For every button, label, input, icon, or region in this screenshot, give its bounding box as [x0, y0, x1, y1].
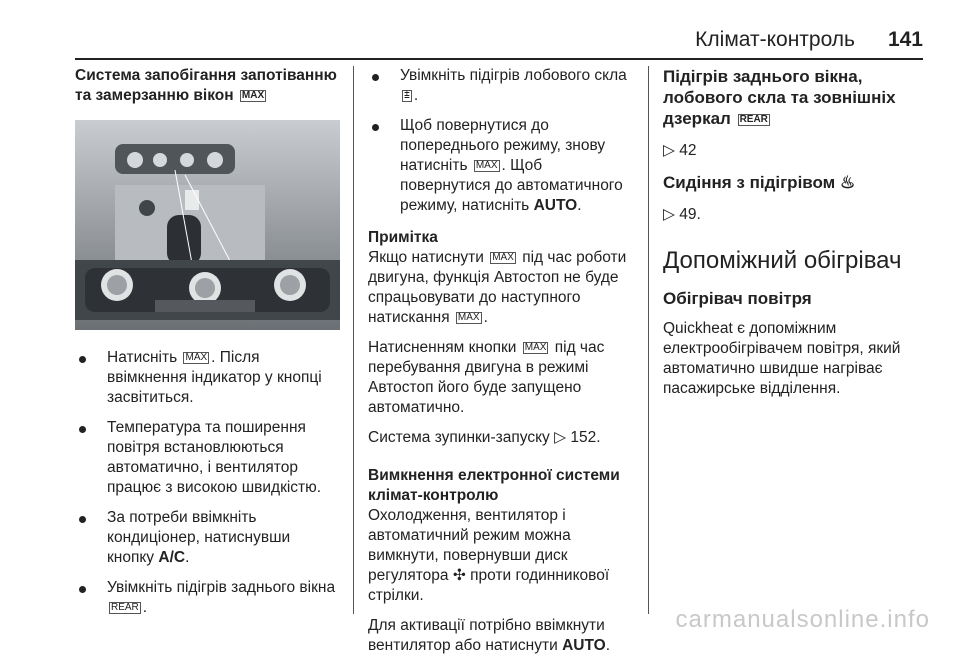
bullet-icon	[79, 516, 86, 523]
column-3	[663, 66, 928, 399]
bullet-icon	[79, 586, 86, 593]
list-item: За потреби ввімкніть кондиціонер, натиснувши кнопку A/C.	[75, 508, 340, 568]
footer-watermark: carmanualsonline.info	[675, 606, 930, 633]
heading-air-heater: Обігрівач повітря	[663, 289, 812, 308]
rear-defrost-icon: REAR	[111, 602, 139, 613]
note-text: Якщо натиснути MAX під час роботи двигуна, функція Автостоп не буде спрацьовувати до наступного натискання MAX .	[368, 249, 627, 326]
bullet-icon	[79, 356, 86, 363]
max-defrost-icon: MAX	[524, 342, 547, 353]
list-item: Увімкніть підігрів заднього вікна REAR .	[75, 578, 340, 618]
cross-reference: Система зупинки-запуску ▷ 152.	[368, 429, 601, 446]
reference-arrow-icon: ▷	[663, 142, 675, 159]
windshield-heat-icon: ⩲	[404, 90, 410, 101]
list-item: Щоб повернутися до попереднього режиму, знову натисніть MAX . Щоб повернутися до автоматичного режиму, натисніть AUTO.	[368, 116, 633, 216]
note-text-2: Натисненням кнопки MAX під час перебування двигуна в режимі Автостоп його буде запущено автоматично.	[368, 339, 605, 416]
reference-arrow-icon: ▷	[554, 429, 567, 446]
fan-icon: ✣	[452, 567, 466, 584]
section-text-2: Для активації потрібно ввімкнути вентилятор або натиснути AUTO.	[368, 617, 611, 654]
section-text: Охолодження, вентилятор і автоматичний режим можна вимкнути, повернувши диск регулятора ✣ проти годинникової стрілки.	[368, 507, 610, 604]
heading-heated-windows: Підігрів заднього вікна, лобового скла та зовнішніх дзеркал REAR	[663, 67, 896, 128]
air-heater-text: Quickheat є допоміжним електрообігрівачем повітря, який автоматично швидше нагріває пасажирське відділення.	[663, 320, 901, 397]
seat-heat-icon: ♨	[839, 173, 856, 192]
section-title-aux-heater: Допоміжний обігрівач	[663, 247, 902, 274]
reference-arrow-icon: ▷	[663, 206, 675, 223]
column-divider	[353, 66, 354, 614]
max-defrost-icon: MAX	[492, 252, 514, 263]
page-header	[75, 22, 923, 60]
column-1	[75, 66, 340, 618]
list-item: Увімкніть підігрів лобового скла ⩲ .	[368, 66, 633, 106]
section-heading-defog: Система запобігання запотіванню та замерзанню вікон MAX	[75, 67, 337, 104]
note-title: Примітка	[368, 229, 438, 246]
max-defrost-icon: MAX	[241, 90, 265, 101]
bullet-icon	[372, 124, 379, 131]
list-item: Температура та поширення повітря встановлюються автоматично, і вентилятор працює з високою швидкістю.	[75, 418, 340, 498]
column-divider	[648, 66, 649, 614]
page-title: Клімат-контроль	[695, 28, 855, 51]
max-defrost-icon: MAX	[457, 312, 480, 323]
note	[368, 228, 633, 418]
max-defrost-icon: MAX	[185, 352, 208, 363]
dashboard-photo	[75, 120, 340, 330]
page-number: 141	[887, 28, 923, 51]
list-item: Натисніть MAX . Після ввімкнення індикатор у кнопці засвітиться.	[75, 348, 340, 408]
cross-reference: ▷ 49.	[663, 206, 701, 223]
rear-defrost-icon: REAR	[739, 114, 768, 125]
cross-reference: ▷ 42	[663, 142, 697, 159]
max-defrost-icon: MAX	[475, 160, 498, 171]
column-2	[368, 66, 633, 656]
heading-heated-seats: Сидіння з підігрівом ♨	[663, 173, 856, 192]
bullet-icon	[372, 74, 379, 81]
bullet-icon	[79, 426, 86, 433]
section-heading-off: Вимкнення електронної системи клімат-контролю	[368, 467, 620, 504]
